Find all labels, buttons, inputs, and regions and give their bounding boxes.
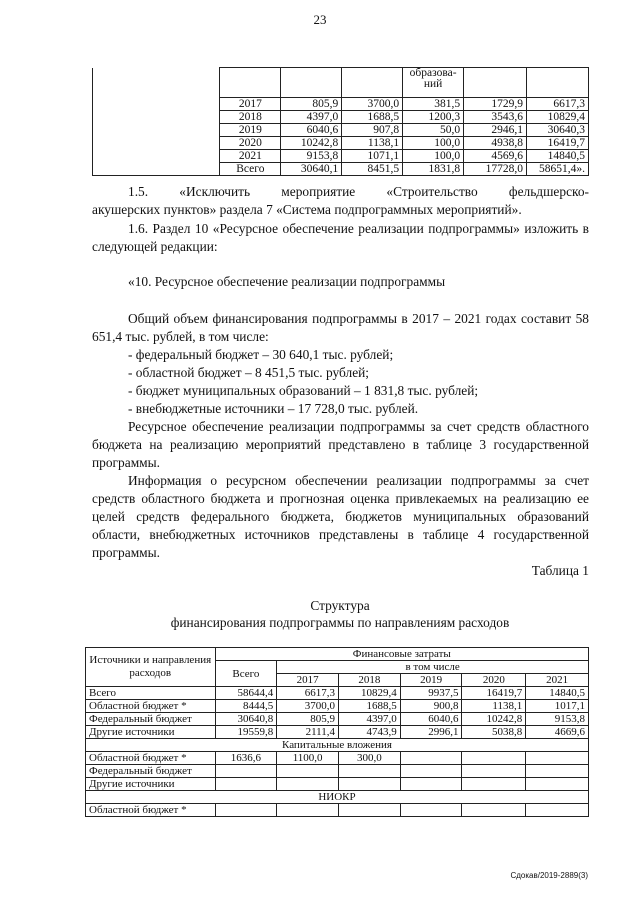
table-row: Другие источники 19559,8 2111,4 4743,9 2996,1 5038,8 4669,6 bbox=[86, 726, 589, 739]
table-row: 2019 6040,6 907,8 50,0 2946,1 30640,3 bbox=[93, 124, 589, 137]
table-row: Другие источники bbox=[86, 778, 589, 791]
page-number: 23 bbox=[313, 12, 327, 27]
table-section-row bbox=[86, 739, 589, 752]
table-row: Федеральный бюджет 30640,8 805,9 4397,0 6040,6 10242,8 9153,8 bbox=[86, 713, 589, 726]
footer-code: Сдокав/2019-2889(3) bbox=[510, 871, 588, 880]
header-sources: Источники и направления расходов bbox=[86, 648, 216, 687]
header-total: Всего bbox=[215, 661, 277, 687]
table-row: Всего 58644,4 6617,3 10829,4 9937,5 16419,7 14840,5 bbox=[86, 687, 589, 700]
top-table-blank-cell bbox=[93, 68, 220, 98]
header-year: 2021 bbox=[526, 674, 589, 687]
section-niokr: НИОКР bbox=[86, 791, 589, 804]
table-row: 2021 9153,8 1071,1 100,0 4569,6 14840,5 bbox=[93, 150, 589, 163]
section-title: «10. Ресурсное обеспечение реализации подпрограммы bbox=[128, 274, 446, 289]
header-including: в том числе bbox=[277, 661, 589, 674]
list-item: - внебюджетные источники – 17 728,0 тыс. рублей. bbox=[128, 401, 419, 416]
paragraph-1-5-line-1: 1.5. «Исключить мероприятие «Строительство фельдшерско- bbox=[128, 184, 589, 199]
table-row: Областной бюджет * 1636,6 1100,0 300,0 bbox=[86, 752, 589, 765]
paragraph-1-5-line-2: акушерских пунктов» раздела 7 «Система подпрограммных мероприятий». bbox=[92, 202, 522, 217]
list-item: - федеральный бюджет – 30 640,1 тыс. рублей; bbox=[128, 347, 394, 362]
table-row: 2017 805,9 3700,0 381,5 1729,9 6617,3 bbox=[93, 98, 589, 111]
resource-paragraph: Ресурсное обеспечение реализации подпрограммы за счет средств областного бюджета на реализацию мероприятий представлено в таблице 3 государственной программы. bbox=[92, 419, 589, 470]
section-capital-investments: Капитальные вложения bbox=[86, 739, 589, 752]
header-year: 2020 bbox=[462, 674, 526, 687]
list-item: - областной бюджет – 8 451,5 тыс. рублей; bbox=[128, 365, 370, 380]
financing-table bbox=[85, 647, 589, 817]
table-title-line-1: Структура bbox=[310, 598, 370, 613]
top-table-header-fragment: образова- ний bbox=[403, 68, 464, 98]
table-row: 2018 4397,0 1688,5 1200,3 3543,6 10829,4 bbox=[93, 111, 589, 124]
table-row: Федеральный бюджет bbox=[86, 765, 589, 778]
header-year: 2018 bbox=[339, 674, 401, 687]
top-table bbox=[92, 67, 589, 176]
table-header-row bbox=[86, 648, 589, 661]
header-costs: Финансовые затраты bbox=[215, 648, 588, 661]
paragraph-1-6: 1.6. Раздел 10 «Ресурсное обеспечение реализации подпрограммы» изложить в следующей редакции: bbox=[92, 221, 589, 254]
table-title-line-2: финансирования подпрограммы по направлениям расходов bbox=[170, 615, 510, 630]
total-financing-paragraph: Общий объем финансирования подпрограммы в 2017 – 2021 годах составит 58 651,4 тыс. рублей, в том числе: bbox=[92, 311, 589, 344]
list-item: - бюджет муниципальных образований – 1 831,8 тыс. рублей; bbox=[128, 383, 479, 398]
table-row: 2020 10242,8 1138,1 100,0 4938,8 16419,7 bbox=[93, 137, 589, 150]
table-row: Всего 30640,1 8451,5 1831,8 17728,0 58651,4». bbox=[93, 163, 589, 176]
table-label: Таблица 1 bbox=[531, 563, 589, 578]
header-year: 2019 bbox=[400, 674, 462, 687]
table-row: Областной бюджет * 8444,5 3700,0 1688,5 900,8 1138,1 1017,1 bbox=[86, 700, 589, 713]
table-row: Областной бюджет * bbox=[86, 804, 589, 817]
info-paragraph: Информация о ресурсном обеспечении реализации подпрограммы за счет средств областного бюджета и прогнозная оценка привлекаемых на реализацию ее целей средств федерального бюджета, бюджетов муниципальных образований области, внебюджетных источников представлены в таблице 4 государственной программы. bbox=[92, 473, 589, 560]
table-section-row bbox=[86, 791, 589, 804]
header-year: 2017 bbox=[277, 674, 339, 687]
